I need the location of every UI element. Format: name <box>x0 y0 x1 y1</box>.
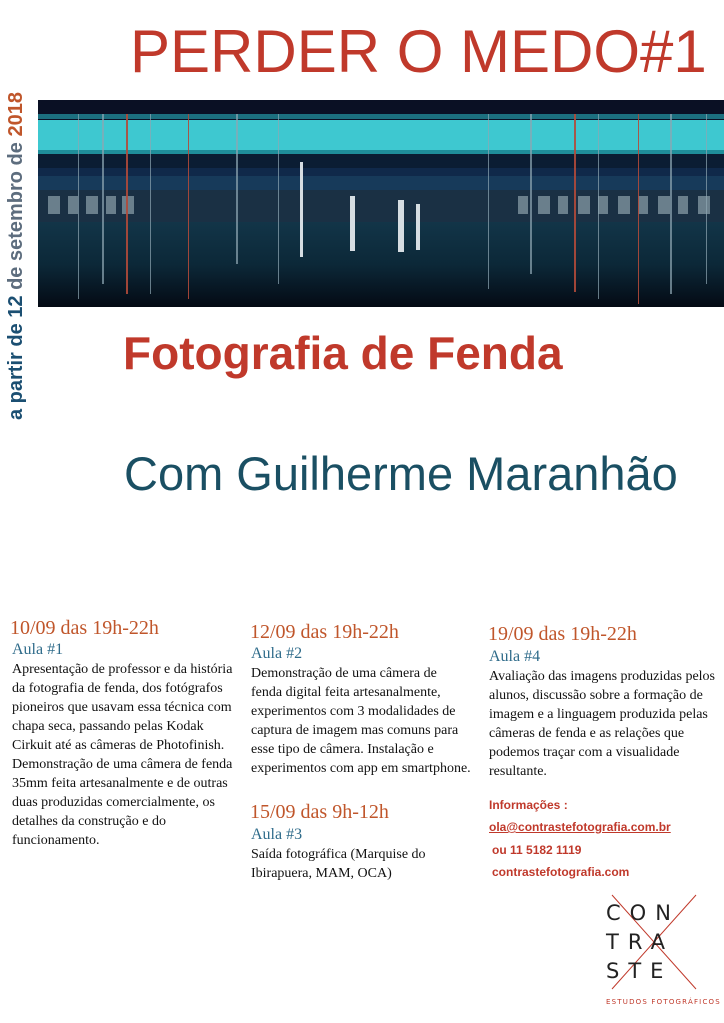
start-date-year: 2018 <box>5 92 27 137</box>
contact-label: Informações : <box>489 798 568 812</box>
session-1-label: Aula #1 <box>12 641 64 658</box>
contact-website-link[interactable]: contrastefotografia.com <box>492 865 630 879</box>
session-2-description: Demonstração de uma câmera de fenda digital feita artesanalmente, experimentos com 3 modalidades de captura de imagem mas comuns para esse tipo de câmera. Instalação e experimentos com app em smartphone. <box>251 666 471 776</box>
course-subtitle: Fotografia de Fenda <box>123 327 563 379</box>
session-3-label: Aula #3 <box>251 826 303 843</box>
contraste-logo <box>598 893 721 1013</box>
session-1-description: Apresentação de professor e da história da fotografia de fenda, dos fotógrafos pioneiros que usavam essa técnica com chapa seca, passando pelas Kodak Cirkuit até as câmeras de Photofinish. Demonstração de uma câmera de fenda 35mm feita artesanalmente e de outras duas produzidas comercialmente, os detalhes da construção e do funcionamento. <box>12 662 233 848</box>
session-4-label: Aula #4 <box>489 648 541 665</box>
session-4-date: 19/09 das 19h-22h <box>488 623 637 645</box>
contact-email-link[interactable]: ola@contrastefotografia.com.br <box>489 820 671 834</box>
poster-headline: PERDER O MEDO#1 <box>130 18 707 85</box>
start-date-month: de setembro de <box>5 136 27 296</box>
slit-photo-image <box>38 100 724 307</box>
session-1-date: 10/09 das 19h-22h <box>10 617 159 639</box>
logo-text-row-3: STE <box>606 959 673 983</box>
session-4-description: Avaliação das imagens produzidas pelos alunos, discussão sobre a formação de imagem e a linguagem produzida pelas câmeras de fenda e as relações que podemos traçar com a visualidade resultante. <box>489 669 716 779</box>
slit-photo-banner <box>38 100 724 307</box>
session-3-description: Saída fotográfica (Marquise do Ibirapuera, MAM, OCA) <box>251 847 426 881</box>
logo-text-row-1: CON <box>606 901 680 925</box>
session-2-date: 12/09 das 19h-22h <box>250 621 399 643</box>
contact-phone: ou 11 5182 1119 <box>492 843 582 857</box>
start-date-vertical <box>4 50 28 420</box>
instructor-name: Com Guilherme Maranhão <box>124 447 678 500</box>
session-3-date: 15/09 das 9h-12h <box>250 801 389 823</box>
logo-text-row-2: TRA <box>606 930 674 954</box>
logo-tagline: ESTUDOS FOTOGRÁFICOS <box>606 998 721 1006</box>
start-date-day: 12 <box>5 295 27 318</box>
start-date-prefix: a partir de <box>5 317 27 420</box>
session-2-label: Aula #2 <box>251 645 303 662</box>
